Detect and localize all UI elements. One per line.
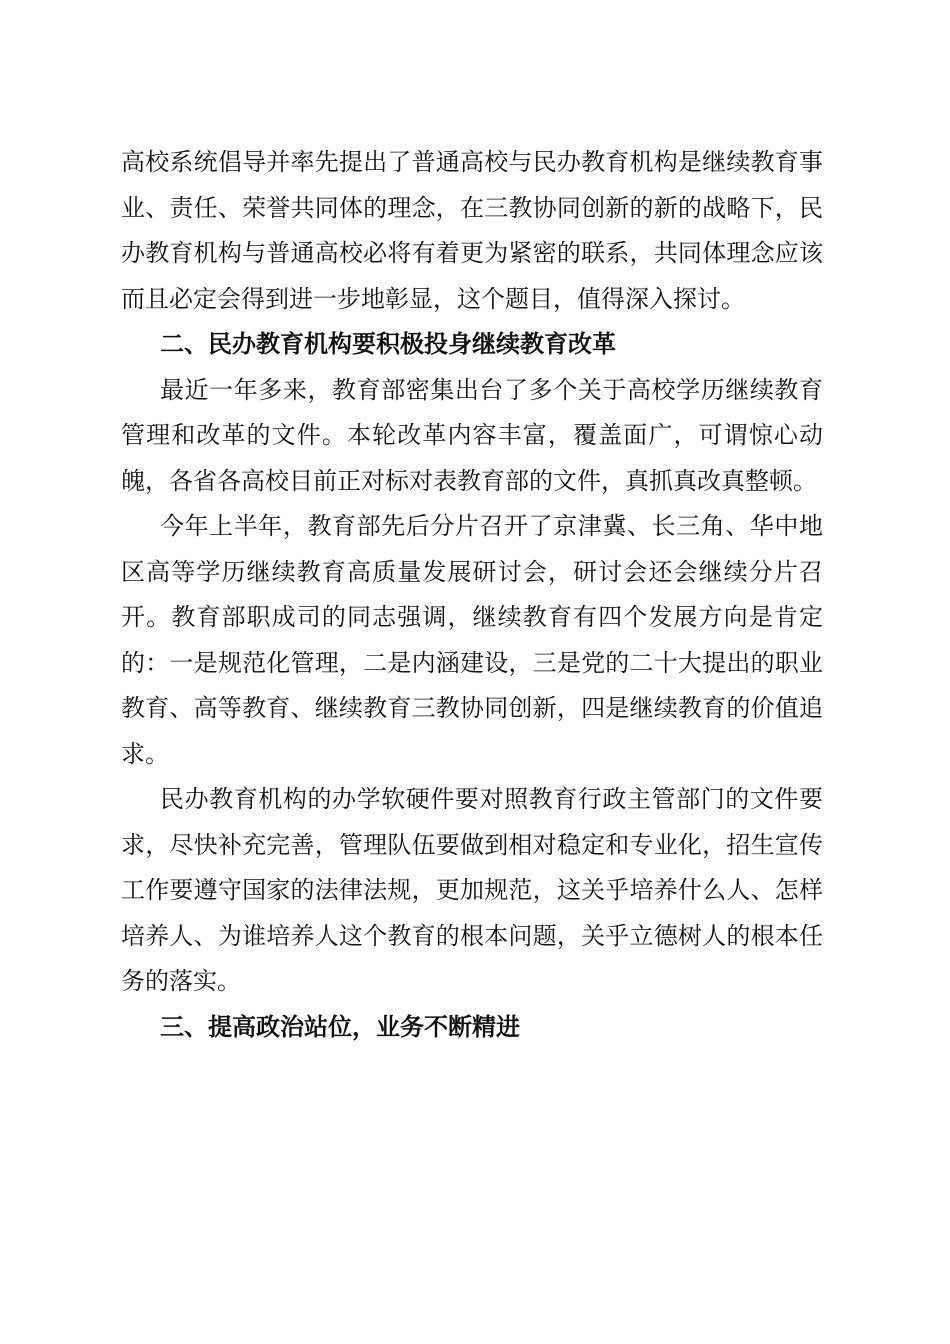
body-paragraph-3: 今年上半年，教育部先后分片召开了京津冀、长三角、华中地区高等学历继续教育高质量发展研讨会，研讨会还会继续分片召开。教育部职成司的同志强调，继续教育有四个发展方向是肯定的：一是规范化管理，二是内涵建设，三是党的二十大提出的职业教育、高等教育、继续教育三教协同创新，四是继续教育的价值追求。: [121, 512, 823, 768]
section-heading-3: 三、提高政治站位，业务不断精进: [160, 1012, 520, 1041]
body-paragraph-1: 高校系统倡导并率先提出了普通高校与民办教育机构是继续教育事业、责任、荣誉共同体的理念，在三教协同创新的新的战略下，民办教育机构与普通高校必将有着更为紧密的联系，共同体理念应该而且必定会得到进一步地彰显，这个题目，值得深入探讨。: [121, 148, 823, 313]
body-paragraph-4: 民办教育机构的办学软硬件要对照教育行政主管部门的文件要求，尽快补充完善，管理队伍要做到相对稳定和专业化，招生宣传工作要遵守国家的法律法规，更加规范，这关乎培养什么人、怎样培养人、为谁培养人这个教育的根本问题，关乎立德树人的根本任务的落实。: [121, 785, 823, 995]
document-body: [121, 140, 823, 1050]
section-heading-2: 二、民办教育机构要积极投身继续教育改革: [160, 330, 616, 358]
body-paragraph-2: 最近一年多来，教育部密集出台了多个关于高校学历继续教育管理和改革的文件。本轮改革内容丰富，覆盖面广，可谓惊心动魄，各省各高校目前正对标对表教育部的文件，真抓真改真整顿。: [121, 375, 823, 495]
